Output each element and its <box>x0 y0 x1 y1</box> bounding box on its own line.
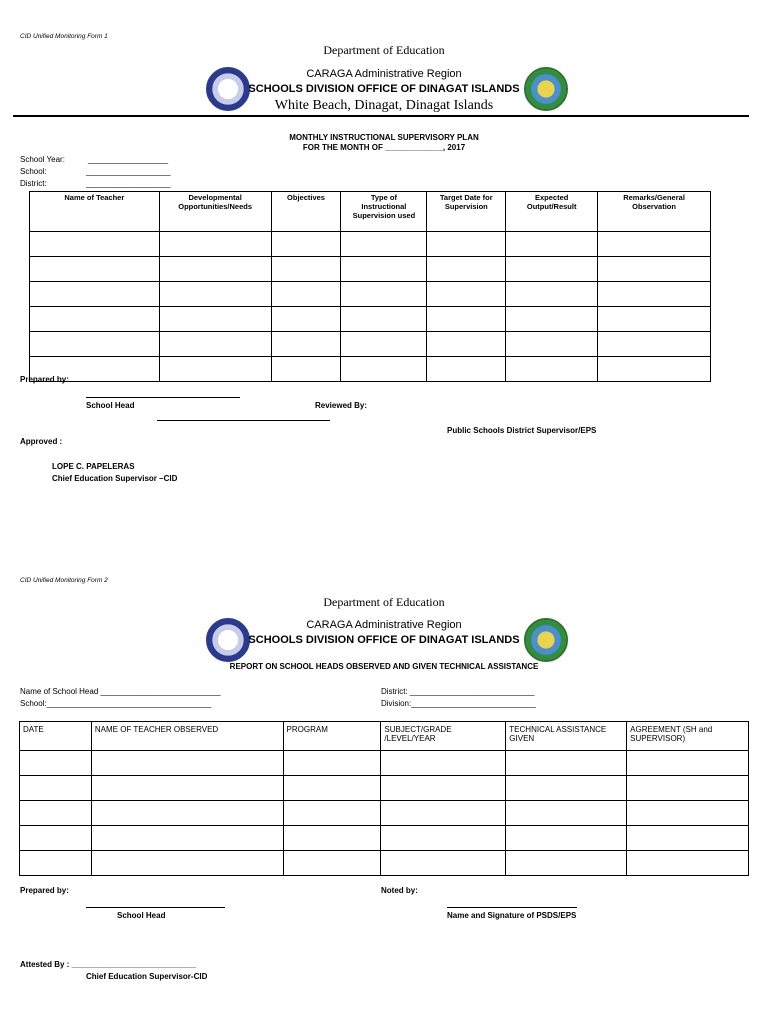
table-cell[interactable] <box>341 307 427 332</box>
table-cell[interactable] <box>427 332 506 357</box>
technical-assistance-table <box>19 721 749 876</box>
table-cell[interactable] <box>598 357 711 382</box>
table-cell[interactable] <box>91 801 283 826</box>
school-head-signature-line[interactable] <box>86 907 225 908</box>
table-cell[interactable] <box>159 282 271 307</box>
table-row <box>30 307 711 332</box>
table-cell[interactable] <box>381 826 506 851</box>
table-row <box>20 826 749 851</box>
school-field[interactable]: ___________________ <box>86 167 171 176</box>
table-cell[interactable] <box>91 751 283 776</box>
table-cell[interactable] <box>341 332 427 357</box>
form2-region: CARAGA Administrative Region <box>306 619 462 631</box>
school-label: School: <box>20 167 47 176</box>
table-row <box>30 282 711 307</box>
table-cell[interactable] <box>30 332 160 357</box>
table-cell[interactable] <box>506 357 598 382</box>
table-cell[interactable] <box>30 282 160 307</box>
table-cell[interactable] <box>271 232 341 257</box>
table-cell[interactable] <box>283 776 381 801</box>
table-cell[interactable] <box>506 751 627 776</box>
table-row <box>30 332 711 357</box>
table-cell[interactable] <box>30 307 160 332</box>
col-header-agreement: AGREEMENT (SH and SUPERVISOR) <box>627 722 749 751</box>
table-cell[interactable] <box>341 257 427 282</box>
table-cell[interactable] <box>427 357 506 382</box>
header-rule <box>13 115 749 117</box>
form1-address: White Beach, Dinagat, Dinagat Islands <box>274 98 494 113</box>
form1-region: CARAGA Administrative Region <box>306 68 462 80</box>
form2-title: REPORT ON SCHOOL HEADS OBSERVED AND GIVEN TECHNICAL ASSISTANCE <box>229 662 539 671</box>
table-cell[interactable] <box>598 257 711 282</box>
form1-prepared-by: Prepared by: <box>20 375 69 384</box>
col-header-developmental-opportunities: Developmental Opportunities/Needs <box>159 192 271 232</box>
table-header-row <box>30 192 711 232</box>
table-cell[interactable] <box>20 751 92 776</box>
form1-approved: Approved : <box>20 437 63 446</box>
table-cell[interactable] <box>159 357 271 382</box>
table-cell[interactable] <box>271 332 341 357</box>
table-cell[interactable] <box>271 257 341 282</box>
district-label: District: <box>20 179 47 188</box>
table-cell[interactable] <box>381 776 506 801</box>
school-head-field[interactable]: Name of School Head ___________________________ <box>20 687 221 696</box>
school-head-signature-line[interactable] <box>86 397 240 398</box>
table-cell[interactable] <box>341 357 427 382</box>
district-field[interactable]: ___________________ <box>86 179 171 188</box>
table-row <box>30 232 711 257</box>
table-cell[interactable] <box>20 776 92 801</box>
col-header-teacher-observed: NAME OF TEACHER OBSERVED <box>91 722 283 751</box>
form2-noted-by: Noted by: <box>381 886 418 895</box>
table-row <box>20 851 749 876</box>
table-cell[interactable] <box>91 851 283 876</box>
table-cell[interactable] <box>91 776 283 801</box>
form2-psds-label: Name and Signature of PSDS/EPS <box>447 911 577 920</box>
table-cell[interactable] <box>341 232 427 257</box>
col-header-subject-grade: SUBJECT/GRADE /LEVEL/YEAR <box>381 722 506 751</box>
psds-signature-line[interactable] <box>447 907 577 908</box>
form2-prepared-by: Prepared by: <box>20 886 69 895</box>
table-cell[interactable] <box>506 851 627 876</box>
col-header-remarks: Remarks/General Observation <box>598 192 711 232</box>
form2-sdo: SCHOOLS DIVISION OFFICE OF DINAGAT ISLANDS <box>248 634 520 646</box>
table-cell[interactable] <box>159 257 271 282</box>
col-header-date: DATE <box>20 722 92 751</box>
table-cell[interactable] <box>341 282 427 307</box>
table-cell[interactable] <box>271 307 341 332</box>
approver-name: LOPE C. PAPELERAS <box>52 462 135 471</box>
table-cell[interactable] <box>627 776 749 801</box>
form2-tag: CID Unified Monitoring Form 2 <box>20 577 108 584</box>
table-cell[interactable] <box>427 307 506 332</box>
table-cell[interactable] <box>506 257 598 282</box>
table-cell[interactable] <box>427 257 506 282</box>
table-cell[interactable] <box>20 826 92 851</box>
table-cell[interactable] <box>506 332 598 357</box>
col-header-expected-output: Expected Output/Result <box>506 192 598 232</box>
form2-dept: Department of Education <box>323 595 445 609</box>
table-cell[interactable] <box>91 826 283 851</box>
form2-attested-title: Chief Education Supervisor-CID <box>86 972 208 981</box>
table-row <box>20 751 749 776</box>
table-cell[interactable] <box>283 801 381 826</box>
table-cell[interactable] <box>20 851 92 876</box>
form1-psds-label: Public Schools District Supervisor/EPS <box>447 426 597 435</box>
table-row <box>30 357 711 382</box>
form1-school-head-label: School Head <box>86 401 135 410</box>
form1-dept: Department of Education <box>323 43 445 57</box>
col-header-target-date: Target Date for Supervision <box>427 192 506 232</box>
table-cell[interactable] <box>427 282 506 307</box>
form2-school-field[interactable]: School:_____________________________________ <box>20 699 212 708</box>
col-header-name-of-teacher: Name of Teacher <box>30 192 160 232</box>
col-header-objectives: Objectives <box>271 192 341 232</box>
table-header-row <box>20 722 749 751</box>
table-row <box>30 257 711 282</box>
table-cell[interactable] <box>598 307 711 332</box>
table-cell[interactable] <box>598 282 711 307</box>
form2-division-field[interactable]: Division:____________________________ <box>381 699 536 708</box>
col-header-technical-assistance: TECHNICAL ASSISTANCE GIVEN <box>506 722 627 751</box>
table-cell[interactable] <box>627 826 749 851</box>
reviewer-signature-line[interactable] <box>157 420 330 421</box>
table-cell[interactable] <box>30 232 160 257</box>
table-cell[interactable] <box>427 232 506 257</box>
table-cell[interactable] <box>627 751 749 776</box>
form2-school-head-label: School Head <box>117 911 166 920</box>
table-cell[interactable] <box>506 801 627 826</box>
table-cell[interactable] <box>506 232 598 257</box>
form2-district-field[interactable]: District: ____________________________ <box>381 687 535 696</box>
table-cell[interactable] <box>283 751 381 776</box>
table-row <box>20 776 749 801</box>
form1-reviewed-by: Reviewed By: <box>315 401 368 410</box>
table-cell[interactable] <box>381 851 506 876</box>
table-cell[interactable] <box>381 801 506 826</box>
table-cell[interactable] <box>506 307 598 332</box>
table-cell[interactable] <box>506 776 627 801</box>
table-cell[interactable] <box>159 332 271 357</box>
school-year-label: School Year: <box>20 155 65 164</box>
table-cell[interactable] <box>506 282 598 307</box>
table-cell[interactable] <box>30 257 160 282</box>
table-cell[interactable] <box>381 751 506 776</box>
approver-title: Chief Education Supervisor –CID <box>52 474 178 483</box>
table-cell[interactable] <box>598 232 711 257</box>
table-cell[interactable] <box>159 307 271 332</box>
form1-title: MONTHLY INSTRUCTIONAL SUPERVISORY PLAN <box>289 133 479 142</box>
table-cell[interactable] <box>627 801 749 826</box>
table-cell[interactable] <box>283 826 381 851</box>
table-cell[interactable] <box>283 851 381 876</box>
col-header-type-of-supervision: Type of Instructional Supervision used <box>341 192 427 232</box>
col-header-program: PROGRAM <box>283 722 381 751</box>
table-cell[interactable] <box>506 826 627 851</box>
form2-attested-by[interactable]: Attested By : ____________________________ <box>20 960 197 969</box>
table-cell[interactable] <box>627 851 749 876</box>
table-cell[interactable] <box>20 801 92 826</box>
supervisory-plan-table <box>29 191 711 382</box>
form1-tag: CID Unified Monitoring Form 1 <box>20 33 108 40</box>
table-cell[interactable] <box>598 332 711 357</box>
form1-month-line: FOR THE MONTH OF _____________, 2017 <box>302 143 466 152</box>
school-year-field[interactable]: __________________ <box>88 155 169 164</box>
form1-sdo: SCHOOLS DIVISION OFFICE OF DINAGAT ISLANDS <box>248 83 520 95</box>
table-cell[interactable] <box>159 232 271 257</box>
table-cell[interactable] <box>271 357 341 382</box>
table-cell[interactable] <box>271 282 341 307</box>
table-row <box>20 801 749 826</box>
